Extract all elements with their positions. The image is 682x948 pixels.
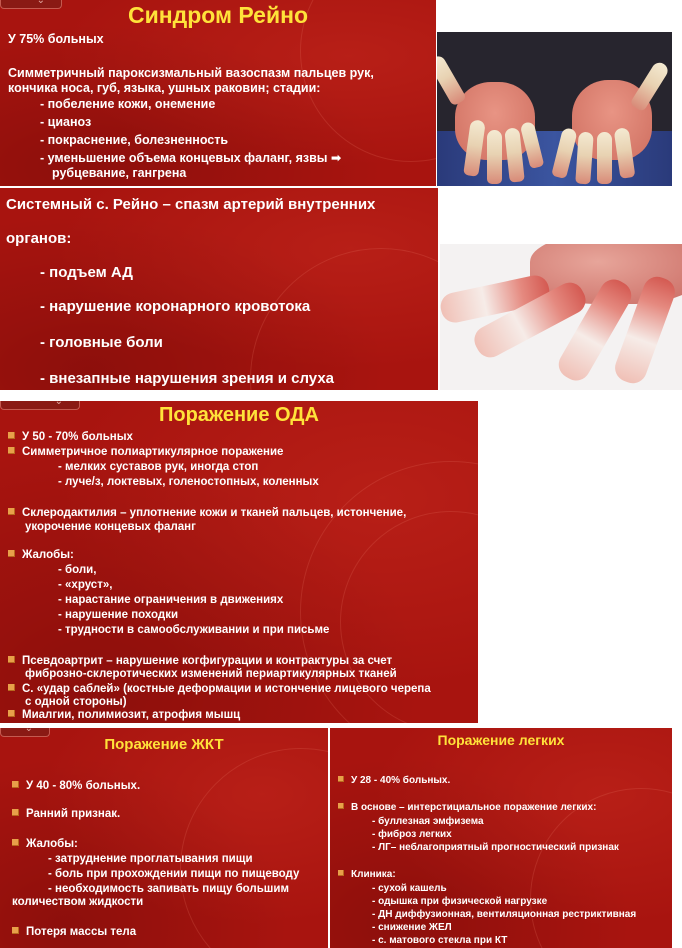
slide2-item: - внезапные нарушения зрения и слуха — [40, 370, 335, 387]
slide3-title: Поражение ОДА — [158, 404, 319, 426]
bullet-item: С. «удар саблей» (костные деформации и истончение лицевого черепа — [8, 683, 431, 695]
slide-musculoskeletal — [0, 401, 478, 723]
slide2-item: - головные боли — [40, 334, 163, 351]
bullet-square-icon — [338, 870, 344, 876]
continuation: фиброзно-склеротических изменений периартикулярных тканей — [25, 668, 397, 680]
bullet-square-icon — [8, 656, 15, 663]
slide1-line2: Симметричный пароксизмальный вазоспазм пальцев рук, — [8, 66, 374, 80]
slide1-line1: У 75% больных — [8, 32, 104, 46]
slide1-title: Синдром Рейно — [127, 2, 309, 28]
sub-item: - боль при прохождении пищи по пищеводу — [48, 868, 300, 880]
bullet-square-icon — [12, 839, 19, 846]
bullet-square-icon — [338, 776, 344, 782]
sub-item: - ЛГ– неблагоприятный прогностический признак — [372, 842, 619, 853]
continuation: укорочение концевых фаланг — [25, 521, 196, 533]
slide-gastrointestinal — [0, 728, 328, 948]
bullet-item: Миалгии, полимиозит, атрофия мышц — [8, 709, 240, 721]
bullet-square-icon — [338, 803, 344, 809]
sub-item: - затруднение проглатывания пищи — [48, 853, 253, 865]
slide2-item: - нарушение коронарного кровотока — [40, 298, 311, 315]
bullet-item: У 40 - 80% больных. — [12, 780, 140, 792]
sub-item: - нарушение походки — [58, 609, 179, 621]
bullet-item: Склеродактилия – уплотнение кожи и тканей пальцев, истончение, — [8, 507, 406, 519]
bullet-item: Жалобы: — [12, 838, 78, 850]
bullet-item: Симметричное полиартикулярное поражение — [8, 446, 283, 458]
sub-item: - снижение ЖЕЛ — [372, 922, 452, 933]
slide2-item: - подъем АД — [40, 264, 133, 281]
bullet-item: У 50 - 70% больных — [8, 431, 133, 443]
sub-item: - «хруст», — [58, 579, 113, 591]
bullet-item: Псевдоартрит – нарушение когфигурации и контрактуры за счет — [8, 655, 392, 667]
slide1-item: рубцевание, гангрена — [52, 166, 187, 180]
sub-item: - с. матового стекла при КТ — [372, 935, 508, 946]
sub-item: - ДН диффузионная, вентиляционная рестриктивная — [372, 909, 637, 920]
slide2-line2: органов: — [6, 230, 72, 247]
bullet-item: Ранний признак. — [12, 808, 120, 820]
slide1-item: - побеление кожи, онемение — [40, 97, 216, 111]
sub-item: - необходимость запивать пищу большим — [48, 883, 289, 895]
sub-item: - одышка при физической нагрузке — [372, 896, 548, 907]
slide1-item: - покраснение, болезненность — [40, 133, 229, 147]
sub-item: - буллезная эмфизема — [372, 816, 484, 827]
continuation: количеством жидкости — [12, 896, 144, 908]
bullet-item: У 28 - 40% больных. — [338, 775, 450, 786]
bullet-square-icon — [8, 508, 15, 515]
bullet-item: В основе – интерстициальное поражение легких: — [338, 802, 596, 813]
sub-item: - фиброз легких — [372, 829, 452, 840]
slide2-line1: Системный с. Рейно – спазм артерий внутренних — [6, 196, 376, 213]
bullet-square-icon — [12, 781, 19, 788]
bullet-item: Клиника: — [338, 869, 396, 880]
continuation: с одной стороны) — [25, 696, 127, 708]
bullet-square-icon — [8, 432, 15, 439]
raynaud-fingers-photo — [440, 244, 682, 390]
sub-item: - трудности в самообслуживании и при письме — [58, 624, 330, 636]
sub-item: - луче/з, локтевых, голеностопных, коленных — [58, 476, 319, 488]
bullet-square-icon — [8, 550, 15, 557]
slide5-title: Поражение легких — [437, 732, 565, 748]
slide4-title: Поражение ЖКТ — [104, 736, 224, 753]
slide-lungs — [330, 728, 672, 948]
sub-item: - боли, — [58, 564, 97, 576]
bullet-item: Потеря массы тела — [12, 926, 136, 938]
sub-item: - мелких суставов рук, иногда стоп — [58, 461, 259, 473]
slide1-line3: кончика носа, губ, языка, ушных раковин; стадии: — [8, 81, 321, 95]
bullet-square-icon — [8, 684, 15, 691]
slide1-item: - уменьшение объема концевых фаланг, язвы ➡ — [40, 151, 342, 165]
bullet-item: Жалобы: — [8, 549, 74, 561]
raynaud-palms-photo — [437, 32, 672, 186]
sub-item: - сухой кашель — [372, 883, 447, 894]
bullet-square-icon — [12, 809, 19, 816]
sub-item: - нарастание ограничения в движениях — [58, 594, 284, 606]
bullet-square-icon — [12, 927, 19, 934]
bullet-square-icon — [8, 710, 15, 717]
slide1-item: - цианоз — [40, 115, 92, 129]
slide-raynaud-syndrome — [0, 0, 436, 186]
bullet-square-icon — [8, 447, 15, 454]
slide-systemic-raynaud — [0, 188, 438, 390]
